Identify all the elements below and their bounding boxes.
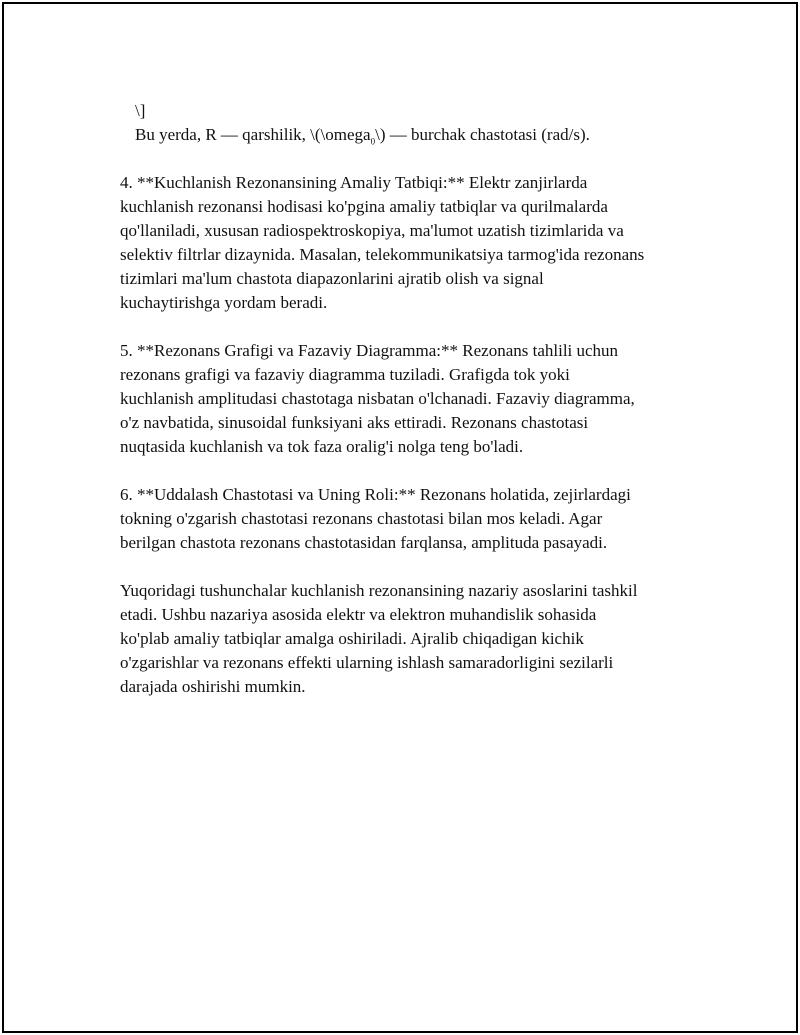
variable-definition [120,123,720,147]
definition-prefix: Bu yerda, R — qarshilik, \(\omega [135,125,371,144]
text-line: ko'plab amaliy tatbiqlar amalga oshiriladi. Ajralib chiqadigan kichik [120,629,584,648]
text-line: nuqtasida kuchlanish va tok faza oralig'i nolga teng bo'ladi. [120,437,524,456]
text-line: kuchlanish amplitudasi chastotaga nisbatan o'lchanadi. Fazaviy diagramma, [120,389,635,408]
text-line: qo'llaniladi, xususan radiospektroskopiya, ma'lumot uzatish tizimlarida va [120,221,624,240]
definition-suffix: \) — burchak chastotasi (rad/s). [375,125,590,144]
text-line: Yuqoridagi tushunchalar kuchlanish rezonansining nazariy asoslarini tashkil [120,581,638,600]
formula-fragment-close: \] [135,101,146,120]
text-line: 6. **Uddalash Chastotasi va Uning Roli:** Rezonans holatida, zejirlardagi [120,485,631,504]
text-line: darajada oshirishi mumkin. [120,677,306,696]
paragraph-conclusion [120,579,720,699]
document-page [2,2,798,1033]
text-line: 4. **Kuchlanish Rezonansining Amaliy Tatbiqi:** Elektr zanjirlarda [120,173,588,192]
paragraph-resonance-graph [120,339,720,459]
text-line: 5. **Rezonans Grafigi va Fazaviy Diagramma:** Rezonans tahlili uchun [120,341,619,360]
paragraph-applications [120,171,720,315]
text-line: etadi. Ushbu nazariya asosida elektr va elektron muhandislik sohasida [120,605,597,624]
text-line: berilgan chastota rezonans chastotasidan farqlansa, amplituda pasayadi. [120,533,608,552]
text-line: o'z navbatida, sinusoidal funksiyani aks ettiradi. Rezonans chastotasi [120,413,589,432]
text-line: tokning o'zgarish chastotasi rezonans chastotasi bilan mos keladi. Agar [120,509,603,528]
text-line: kuchaytirishga yordam beradi. [120,293,328,312]
document-body [120,99,720,723]
text-line: kuchlanish rezonansi hodisasi ko'pgina amaliy tatbiqlar va qurilmalarda [120,197,608,216]
text-line: tizimlari ma'lum chastota diapazonlarini ajratib olish va signal [120,269,544,288]
text-line: o'zgarishlar va rezonans effekti ularning ishlash samaradorligini sezilarli [120,653,614,672]
text-line: rezonans grafigi va fazaviy diagramma tuziladi. Grafigda tok yoki [120,365,570,384]
paragraph-tuning-frequency [120,483,720,555]
omega-subscript: 0 [370,136,376,147]
text-line: selektiv filtrlar dizaynida. Masalan, telekommunikatsiya tarmog'ida rezonans [120,245,645,264]
